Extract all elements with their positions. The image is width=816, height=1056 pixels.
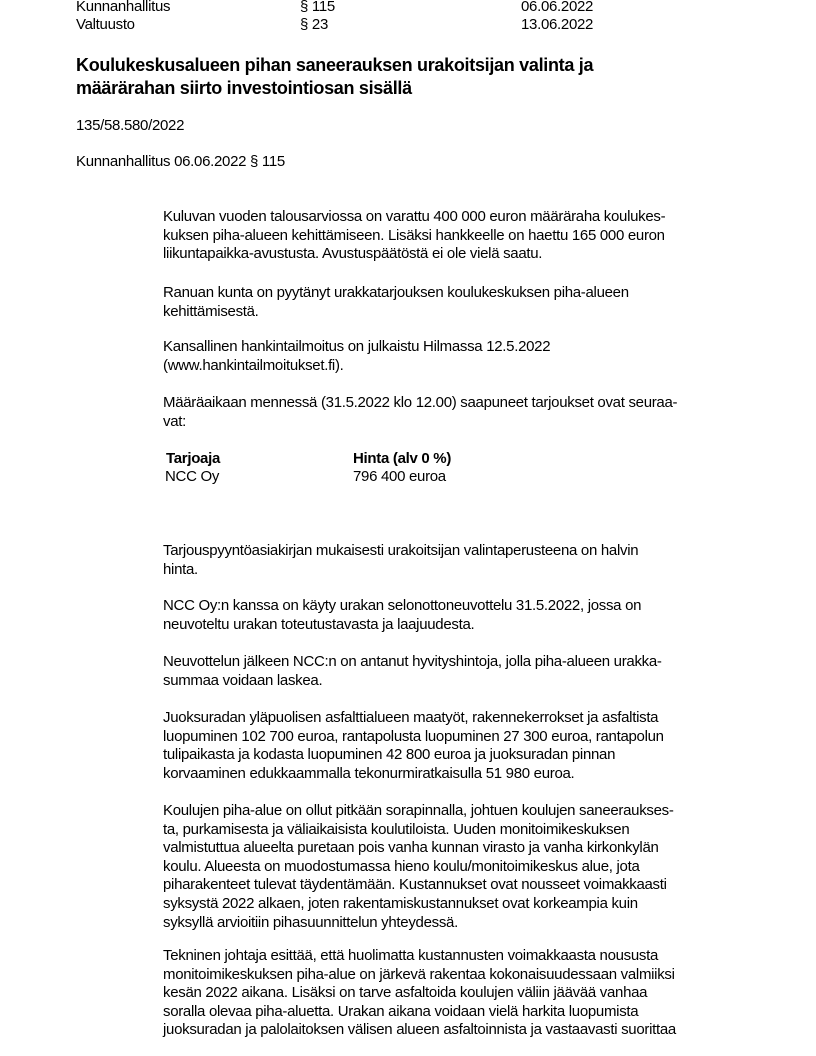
paragraph xyxy=(163,394,677,431)
text-line: kuksen piha-alueen kehittämiseen. Lisäksi hankkeelle on haettu 165 000 euron xyxy=(163,226,665,244)
paragraph xyxy=(163,802,674,932)
text-line: Koulujen piha-alue on ollut pitkään sorapinnalla, johtuen koulujen saneeraukses- xyxy=(163,802,674,819)
header-body: Kunnanhallitus xyxy=(76,0,171,15)
header-section: § 115 xyxy=(300,0,335,15)
paragraph xyxy=(163,597,641,634)
record-number: 135/58.580/2022 xyxy=(76,117,185,134)
text-line: syksystä 2022 alkaen, joten rakentamiskustannukset ovat korkeampia kuin xyxy=(163,894,638,912)
text-line: soralla olevaa piha-aluetta. Urakan aikana voidaan vielä harkita luopumista xyxy=(163,1002,639,1020)
text-line: syksyllä arvioitiin pihasuunnittelun yhteydessä. xyxy=(163,913,458,931)
text-line: luopuminen 102 700 euroa, rantapolusta luopuminen 27 300 euroa, rantapolun xyxy=(163,727,664,745)
table-header: Hinta (alv 0 %) xyxy=(353,450,452,467)
text-line: ta, purkamisesta ja väliaikaisista koulutiloista. Uuden monitoimikeskuksen xyxy=(163,820,630,838)
text-line: Kuluvan vuoden talousarviossa on varattu 400 000 euron määräraha koulukes- xyxy=(163,208,666,225)
title-line: määrärahan siirto investointiosan sisällä xyxy=(76,78,412,98)
text-line: neuvoteltu urakan toteutustavasta ja laajuudesta. xyxy=(163,615,475,633)
text-line: Neuvottelun jälkeen NCC:n on antanut hyvityshintoja, jolla piha-alueen urakka- xyxy=(163,653,662,670)
header-body: Valtuusto xyxy=(76,16,135,33)
text-line: NCC Oy:n kanssa on käyty urakan selonottoneuvottelu 31.5.2022, jossa on xyxy=(163,597,642,614)
paragraph xyxy=(163,542,638,579)
table-cell: NCC Oy xyxy=(165,468,220,485)
header-section: § 23 xyxy=(300,16,328,33)
text-line: vat: xyxy=(163,412,186,430)
text-line: tulipaikasta ja kodasta luopuminen 42 800 euroa ja juoksuradan pinnan xyxy=(163,746,616,764)
text-line: koulu. Alueesta on muodostumassa hieno koulu/monitoimikeskus alue, jota xyxy=(163,857,640,875)
document-title xyxy=(76,54,593,100)
text-line: liikuntapaikka-avustusta. Avustuspäätöstä ei ole vielä saatu. xyxy=(163,245,543,263)
text-line: kesän 2022 aikana. Lisäksi on tarve asfaltoida koulujen väliin jäävää vanhaa xyxy=(163,984,648,1002)
paragraph xyxy=(163,338,550,375)
meeting-reference: Kunnanhallitus 06.06.2022 § 115 xyxy=(76,153,285,170)
paragraph xyxy=(163,284,629,321)
text-line: valmistuttua alueelta puretaan pois vanha kunnan virasto ja vanha kirkonkylän xyxy=(163,839,659,857)
text-line: kehittämisestä. xyxy=(163,302,259,320)
table-header: Tarjoaja xyxy=(166,450,221,467)
paragraph xyxy=(163,709,664,783)
text-line: piharakenteet tulevat täydentämään. Kustannukset ovat nousseet voimakkaasti xyxy=(163,876,667,894)
title-line: Koulukeskusalueen pihan saneerauksen urakoitsijan valinta ja xyxy=(76,55,594,75)
paragraph xyxy=(163,653,662,690)
text-line: Tarjouspyyntöasiakirjan mukaisesti urakoitsijan valintaperusteena on halvin xyxy=(163,542,639,559)
text-line: Määräaikaan mennessä (31.5.2022 klo 12.00) saapuneet tarjoukset ovat seuraa- xyxy=(163,394,678,411)
text-line: korvaaminen edukkaammalla tekonurmiratkaisulla 51 980 euroa. xyxy=(163,764,575,782)
text-line: summaa voidaan laskea. xyxy=(163,671,323,689)
paragraph xyxy=(163,947,676,1040)
header-date: 13.06.2022 xyxy=(521,16,594,33)
header-date: 06.06.2022 xyxy=(521,0,594,15)
paragraph xyxy=(163,208,665,264)
text-line: Juoksuradan yläpuolisen asfalttialueen maatyöt, rakennekerrokset ja asfaltista xyxy=(163,709,659,726)
text-line: Ranuan kunta on pyytänyt urakkatarjouksen koulukeskuksen piha-alueen xyxy=(163,284,629,301)
text-line: Tekninen johtaja esittää, että huolimatta kustannusten voimakkaasta noususta xyxy=(163,947,659,964)
text-line: (www.hankintailmoitukset.fi). xyxy=(163,356,344,374)
text-line: hinta. xyxy=(163,560,198,578)
text-line: Kansallinen hankintailmoitus on julkaistu Hilmassa 12.5.2022 xyxy=(163,338,551,355)
text-line: juoksuradan ja palolaitoksen välisen alueen asfaltoinnista ja vastaavasti suorittaa xyxy=(163,1021,676,1039)
text-line: monitoimikeskuksen piha-alue on järkevä rakentaa kokonaisuudessaan valmiiksi xyxy=(163,965,675,983)
table-cell: 796 400 euroa xyxy=(353,468,446,485)
